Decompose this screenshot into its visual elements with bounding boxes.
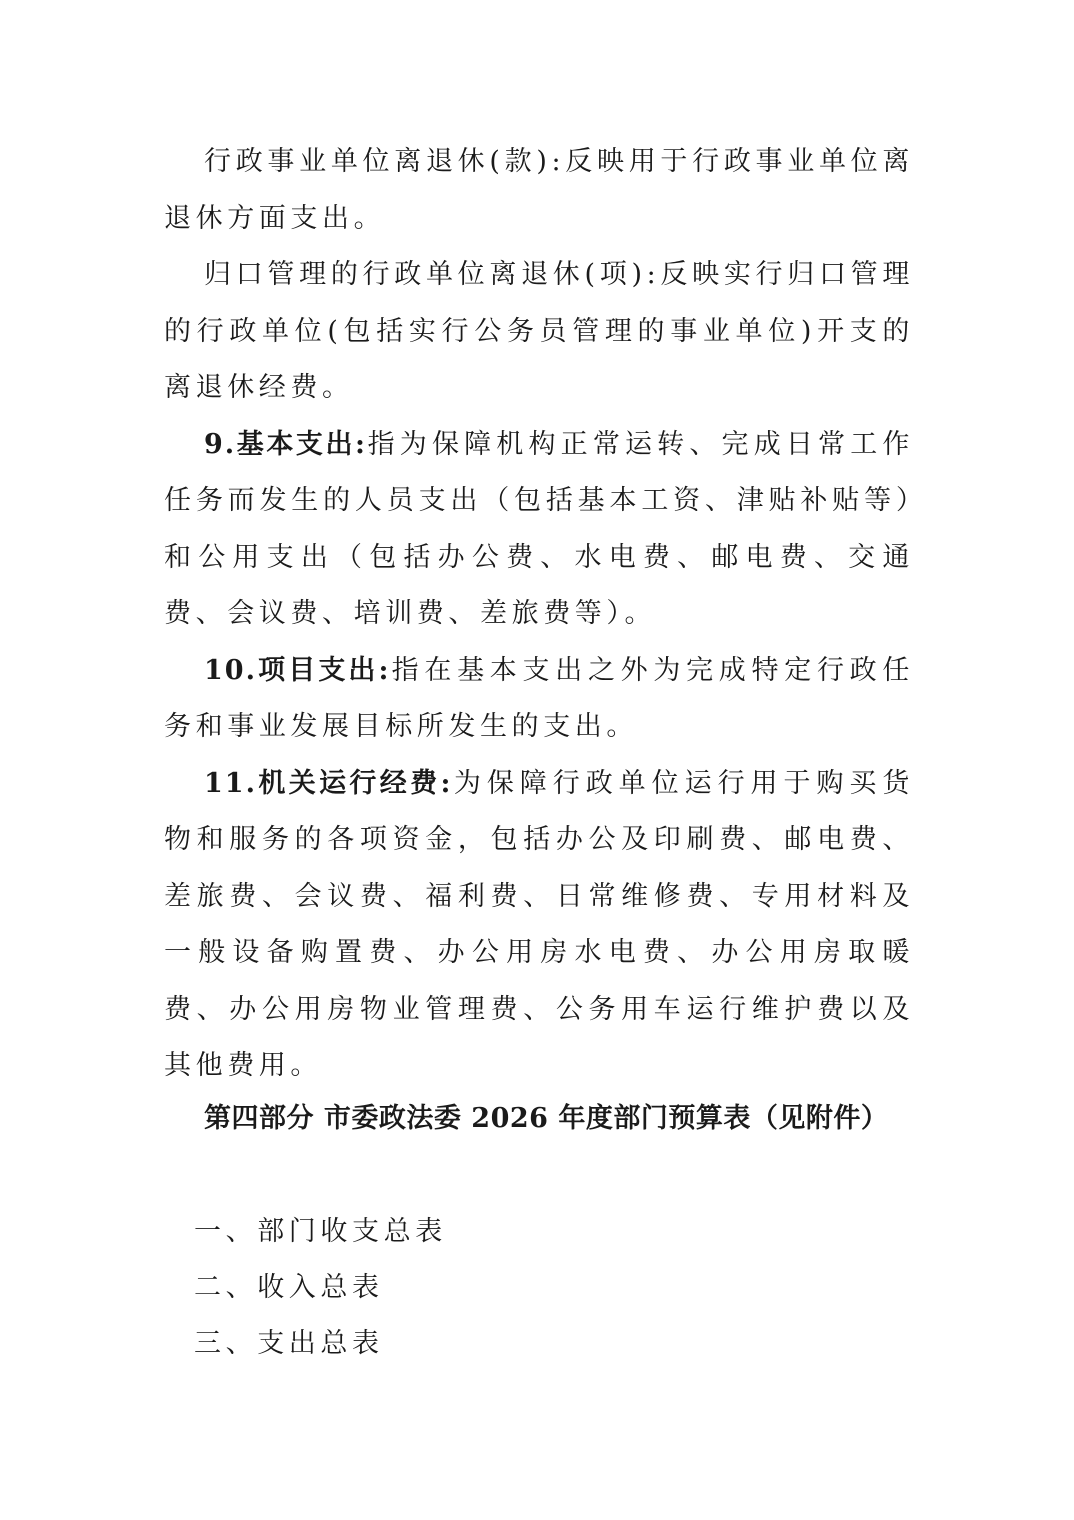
paragraph-text: 归口管理的行政单位离退休(项):反映实行归口管理的行政单位(包括实行公务员管理的事业单位)开支的离退休经费。: [164, 259, 914, 403]
attachment-item: 一、部门收支总表: [194, 1216, 447, 1247]
paragraph-text: 为保障行政单位运行用于购买货物和服务的各项资金，包括办公及印刷费、邮电费、差旅费、会议费、福利费、日常维修费、专用材料及一般设备购置费、办公用房水电费、办公用房取暖费、办公用房物业管理费、公务用车运行维护费以及其他费用。: [164, 767, 914, 1081]
paragraph-retirement-category: [164, 134, 914, 247]
attachment-list: [194, 1204, 447, 1372]
paragraph-lead: 11.机关运行经费:: [204, 767, 453, 799]
paragraph-text: 行政事业单位离退休(款):反映用于行政事业单位离退休方面支出。: [164, 146, 914, 234]
section-title: 第四部分 市委政法委 2026 年度部门预算表（见附件）: [204, 1103, 889, 1134]
paragraph-project-expenditure: [164, 643, 914, 756]
paragraph-retirement-item: [164, 247, 914, 417]
attachment-item: 三、支出总表: [194, 1328, 384, 1359]
paragraph-text: 指在基本支出之外为完成特定行政任务和事业发展目标所发生的支出。: [164, 654, 914, 742]
paragraph-text: 指为保障机构正常运转、完成日常工作任务而发生的人员支出（包括基本工资、津贴补贴等）和公用支出（包括办公费、水电费、邮电费、交通费、会议费、培训费、差旅费等）。: [164, 428, 914, 629]
paragraph-lead: 10.项目支出:: [204, 654, 391, 686]
paragraph-basic-expenditure: [164, 417, 914, 643]
paragraph-lead: 9.基本支出:: [204, 428, 368, 460]
attachment-item: 二、收入总表: [194, 1272, 384, 1303]
paragraph-operating-funds: [164, 756, 914, 1095]
document-page: [164, 134, 914, 1359]
